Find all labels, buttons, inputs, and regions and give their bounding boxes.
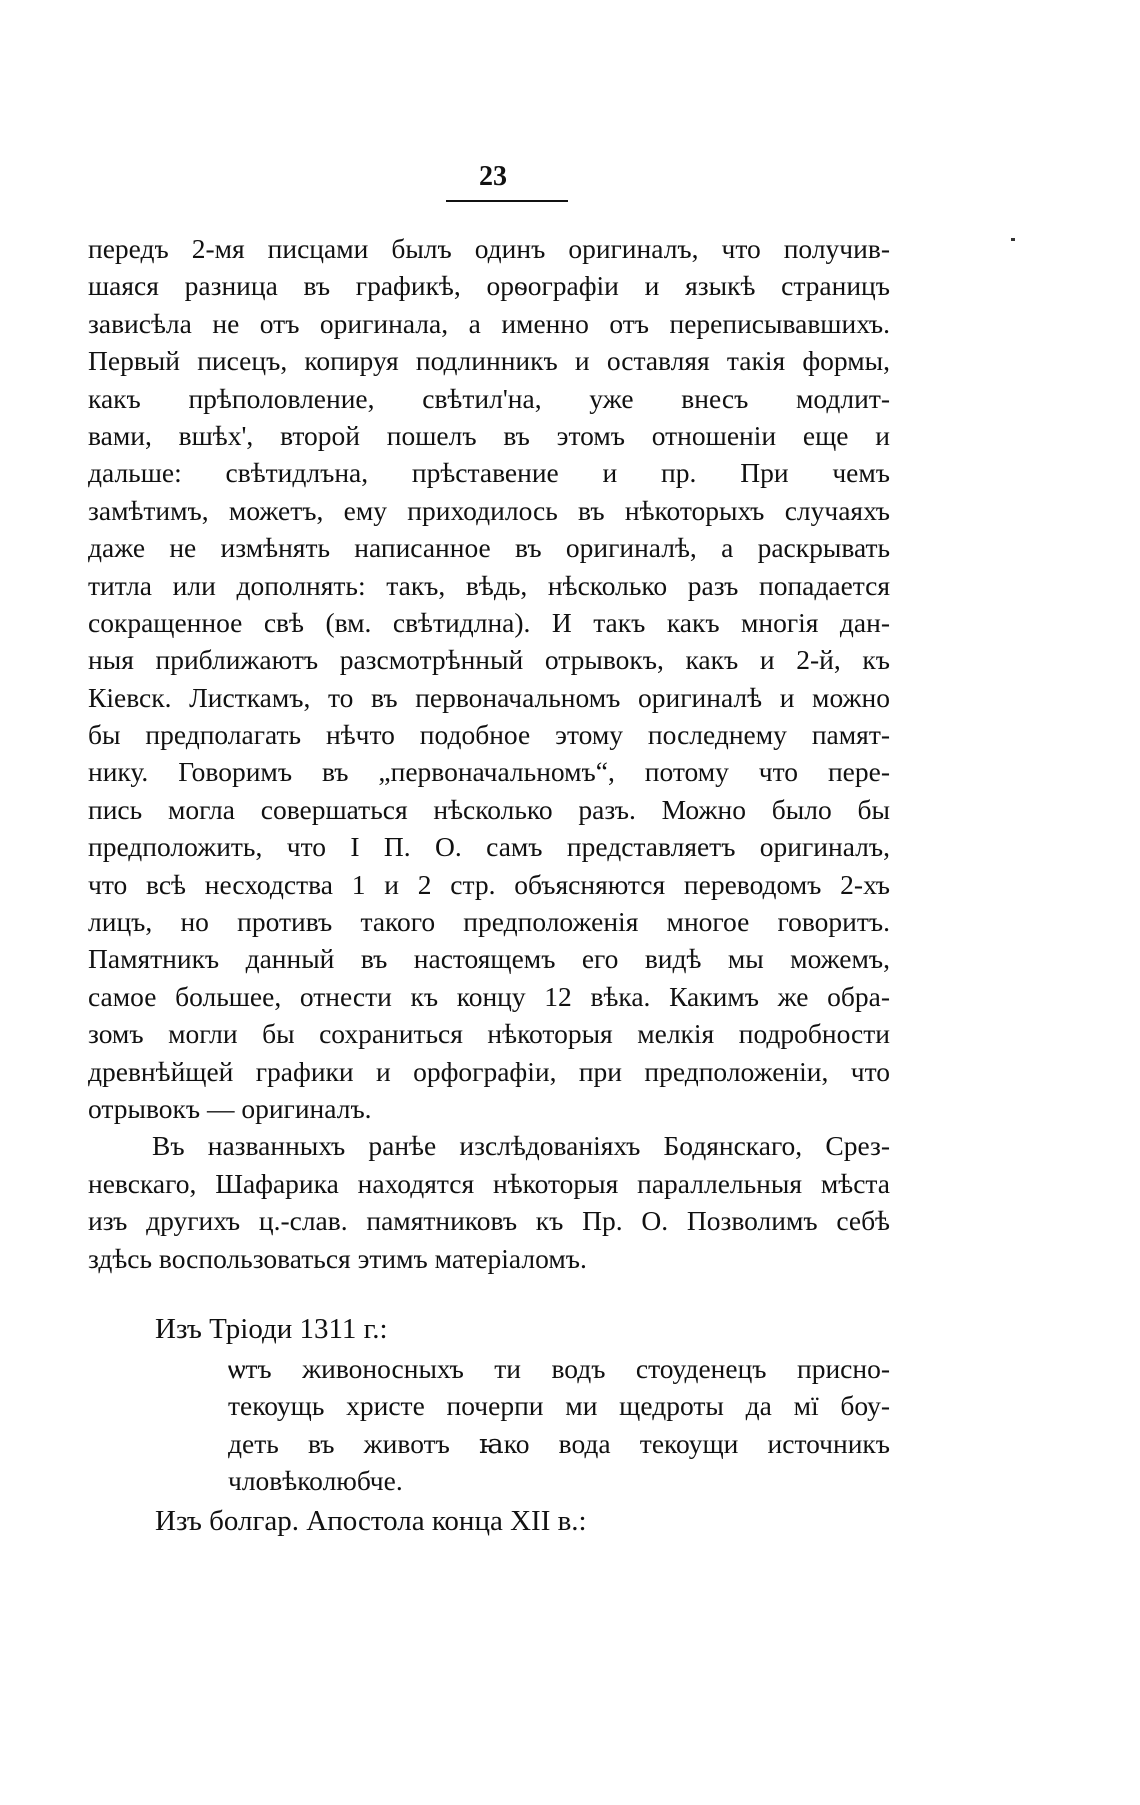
text-line: предположить, что I П. О. самъ представляетъ оригиналъ, bbox=[88, 831, 890, 863]
page-number-rule bbox=[446, 200, 568, 202]
text-line: пись могла совершаться нѣсколько разъ. Можно было бы bbox=[88, 793, 890, 825]
text-line: какъ прѣполовление, свѣтил'на, уже внесъ модлит- bbox=[88, 382, 890, 414]
text-line: Въ названныхъ ранѣе изслѣдованіяхъ Бодянскаго, Срез- bbox=[152, 1130, 890, 1162]
text-line: зависѣла не отъ оригинала, а именно отъ переписывавшихъ. bbox=[88, 307, 890, 339]
text-line: Кіевск. Листкамъ, то въ первоначальномъ оригиналѣ и можно bbox=[88, 681, 890, 713]
text-line: передъ 2-мя писцами былъ одинъ оригиналъ, что получив- bbox=[88, 233, 890, 264]
text-line: здѣсь воспользоваться этимъ матеріаломъ. bbox=[88, 1242, 587, 1274]
text-line: вами, вшѣх', второй пошелъ въ этомъ отношеніи еще и bbox=[88, 419, 890, 451]
text-line: зомъ могли бы сохраниться нѣкоторыя мелкія подробности bbox=[88, 1018, 890, 1050]
text-line: отрывокъ — оригиналъ. bbox=[88, 1092, 372, 1124]
text-line: даже не измѣнять написанное въ оригиналѣ, а раскрывать bbox=[88, 532, 890, 564]
text-line: Первый писецъ, копируя подлинникъ и оставляя такія формы, bbox=[88, 345, 890, 377]
text-line: дальше: свѣтидлъна, прѣставение и пр. При чемъ bbox=[88, 457, 890, 489]
main-text bbox=[88, 230, 890, 1277]
text-line: Памятникъ данный въ настоящемъ его видѣ мы можемъ, bbox=[88, 943, 890, 975]
text-line: ныя приближаютъ разсмотрѣнный отрывокъ, какъ и 2-й, къ bbox=[88, 644, 890, 676]
text-line: бы предполагать нѣчто подобное этому последнему памят- bbox=[88, 719, 890, 751]
text-line: древнѣйщей графики и орфографіи, при предположеніи, что bbox=[88, 1055, 890, 1087]
quote-line: текоущь христе почерпи ми щедроты да мї боу- bbox=[228, 1390, 890, 1422]
text-line: изъ другихъ ц.-слав. памятниковъ къ Пр. О. Позволимъ себѣ bbox=[88, 1205, 890, 1237]
text-line: невскаго, Шафарика находятся нѣкоторыя параллельныя мѣста bbox=[88, 1167, 890, 1199]
quotation-block bbox=[228, 1350, 890, 1500]
text-line: лицъ, но противъ такого предположенія многое говоритъ. bbox=[88, 906, 890, 938]
quote-line: деть въ животъ ꙗко вода текоущи источникъ bbox=[228, 1427, 890, 1459]
source-heading-triodi: Изъ Тріоди 1311 г.: bbox=[155, 1313, 388, 1345]
source-heading-apostol: Изъ болгар. Апостола конца XII в.: bbox=[155, 1505, 587, 1537]
text-line: самое большее, отнести къ концу 12 вѣка. Какимъ же обра- bbox=[88, 980, 890, 1012]
text-line: титла или дополнять: такъ, вѣдь, нѣсколько разъ попадается bbox=[88, 569, 890, 601]
scan-speck bbox=[1011, 238, 1015, 241]
quote-line: чловѣколюбче. bbox=[228, 1465, 403, 1497]
text-line: что всѣ несходства 1 и 2 стр. объясняются переводомъ 2-хъ bbox=[88, 868, 890, 900]
text-line: шаяся разница въ графикѣ, орѳографіи и языкѣ страницъ bbox=[88, 270, 890, 302]
text-line: нику. Говоримъ въ „первоначальномъ“, потому что пере- bbox=[88, 756, 890, 788]
text-line: замѣтимъ, можетъ, ему приходилось въ нѣкоторыхъ случаяхъ bbox=[88, 494, 890, 526]
quote-line: ѡтъ живоносныхъ ти водъ стоуденецъ присно- bbox=[228, 1353, 890, 1384]
page-number: 23 bbox=[479, 161, 507, 192]
text-line: сокращенное свѣ (вм. свѣтидлна). И такъ какъ многія дан- bbox=[88, 606, 890, 638]
